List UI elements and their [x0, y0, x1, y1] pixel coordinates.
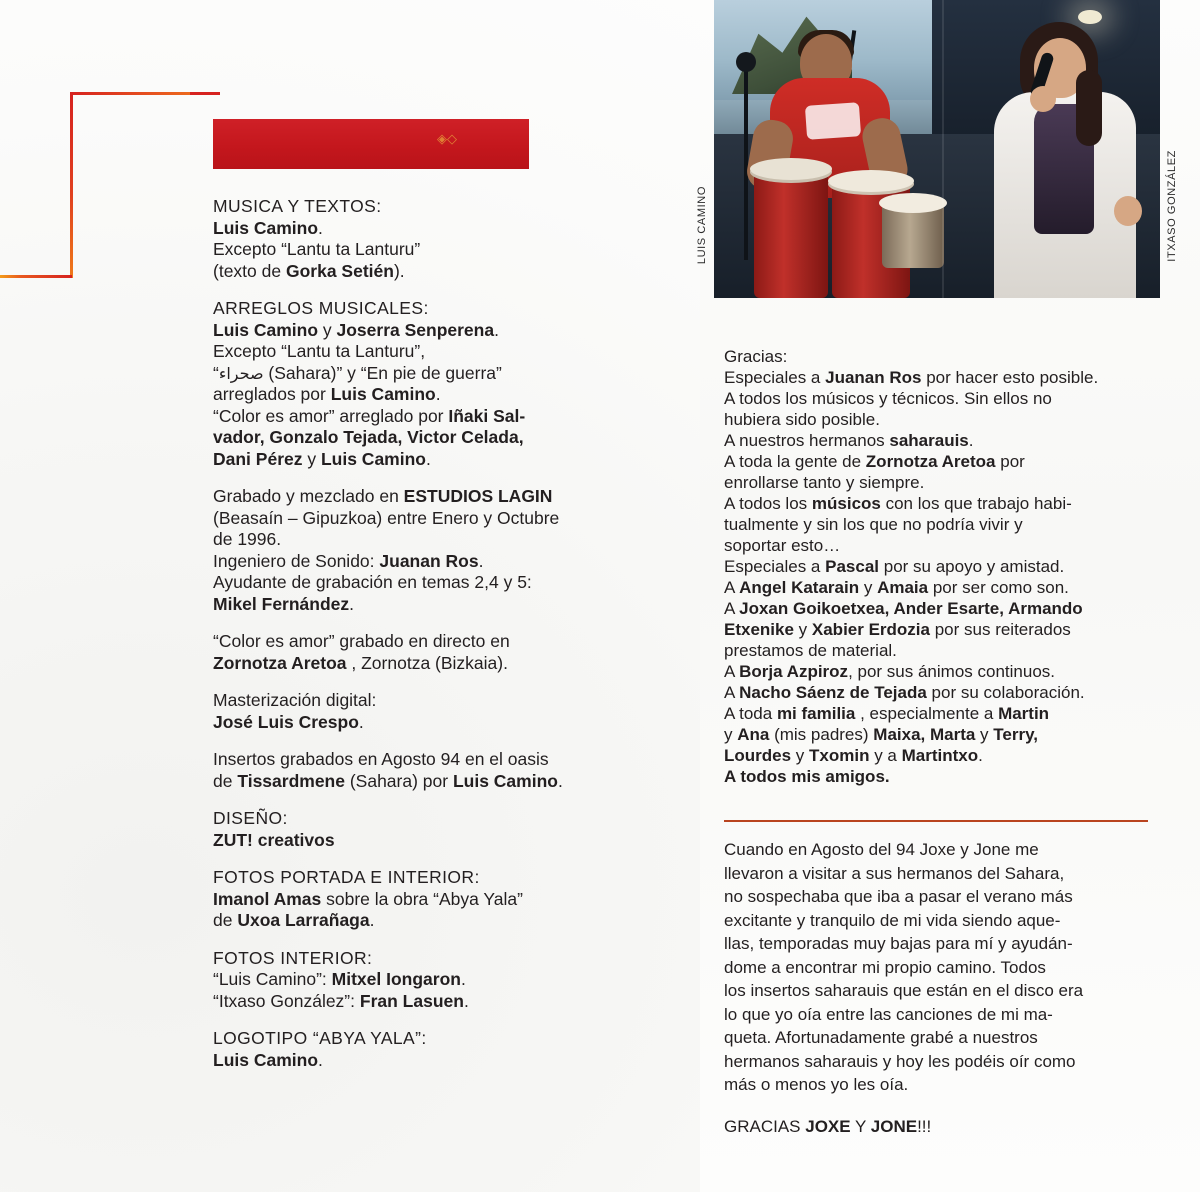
live-performance-photo	[714, 0, 1160, 298]
singer-hair-strand	[1076, 70, 1102, 146]
credit-line: de Uxoa Larrañaga.	[213, 910, 375, 930]
credit-line: Zornotza Aretoa , Zornotza (Bizkaia).	[213, 652, 508, 673]
credits-block-fotos-interior	[213, 948, 633, 1013]
credit-line: Mikel Fernández.	[213, 593, 355, 614]
photo-seam	[942, 0, 944, 298]
credits-block-insertos	[213, 749, 633, 792]
credit-line: José Luis Crespo.	[213, 711, 364, 732]
heading-musica-textos: MUSICA Y TEXTOS:	[213, 196, 382, 216]
story-line: hermanos saharauis y hoy les podéis oír como	[724, 1051, 1076, 1071]
credit-line: Ayudante de grabación en temas 2,4 y 5:	[213, 572, 532, 592]
credit-line: Luis Camino.	[213, 217, 323, 238]
credit-line: Luis Camino y Joserra Senperena.	[213, 319, 499, 340]
credit-line: “Itxaso González”: Fran Lasuen.	[213, 990, 469, 1011]
thanks-line: A toda la gente de Zornotza Aretoa por	[724, 452, 1025, 471]
credit-line: Ingeniero de Sonido: Juanan Ros.	[213, 550, 484, 571]
heading-diseno: DISEÑO:	[213, 808, 288, 828]
singer-hand-lower	[1114, 196, 1142, 226]
credit-line: Luis Camino.	[213, 1049, 323, 1070]
story-line: dome a encontrar mi propio camino. Todos	[724, 957, 1046, 977]
section-divider-rule	[724, 820, 1148, 822]
story-line: los insertos saharauis que están en el disco era	[724, 981, 1084, 1000]
credit-line: vador, Gonzalo Tejada, Victor Celada,	[213, 427, 524, 447]
credit-line: Dani Pérez y Luis Camino.	[213, 448, 431, 469]
heading-arreglos-musicales: ARREGLOS MUSICALES:	[213, 298, 429, 318]
credit-line: Imanol Amas sobre la obra “Abya Yala”	[213, 888, 523, 909]
thanks-line: A Nacho Sáenz de Tejada por su colaboración.	[724, 683, 1085, 702]
thanks-line: soportar esto…	[724, 536, 841, 555]
bracket-left-line	[70, 92, 73, 278]
story-line: llevaron a visitar a sus hermanos del Sahara,	[724, 863, 1065, 883]
final-thanks-line: GRACIAS JOXE Y JONE!!!	[724, 1116, 932, 1136]
credits-left-column	[213, 196, 633, 1071]
credit-line: “Color es amor” grabado en directo en	[213, 631, 510, 651]
bracket-bottom-line	[0, 275, 72, 278]
credit-line: ZUT! creativos	[213, 829, 335, 850]
bracket-stub-line	[190, 92, 220, 95]
credit-line: arreglados por Luis Camino.	[213, 384, 441, 404]
thanks-line: y Ana (mis padres) Maixa, Marta y Terry,	[724, 725, 1039, 744]
photo-stage-light	[1078, 10, 1102, 24]
thanks-line: A toda mi familia , especialmente a Martin	[724, 704, 1050, 723]
credits-block-diseno	[213, 808, 633, 851]
thanks-column	[724, 346, 1148, 787]
credit-line: “Color es amor” arreglado por Iñaki Sal-	[213, 405, 526, 426]
credits-block-fotos-portada	[213, 867, 633, 932]
story-line: llas, temporadas muy bajas para mí y ayudán-	[724, 934, 1073, 953]
credit-line: “Luis Camino”: Mitxel Iongaron.	[213, 969, 466, 989]
credits-block-arreglos	[213, 298, 633, 470]
bongo-drum	[882, 202, 944, 268]
story-line: no sospechaba que iba a pasar el verano más	[724, 887, 1073, 906]
thanks-line: A Borja Azpiroz, por sus ánimos continuos.	[724, 662, 1056, 681]
credit-line: Excepto “Lantu ta Lanturu”,	[213, 341, 426, 361]
credit-line: Masterización digital:	[213, 690, 377, 710]
photo-credit-right: ITXASO GONZÁLEZ	[1166, 150, 1178, 262]
credit-line: (Beasaín – Gipuzkoa) entre Enero y Octubre	[213, 507, 560, 528]
thanks-line: Etxenike y Xabier Erdozia por sus reiterados	[724, 620, 1071, 639]
credit-line: “صحراء (Sahara)” y “En pie de guerra”	[213, 362, 502, 383]
story-line: Cuando en Agosto del 94 Joxe y Jone me	[724, 840, 1039, 859]
thanks-heading: Gracias:	[724, 347, 788, 366]
photo-credit-left: LUIS CAMINO	[696, 186, 708, 265]
story-line: queta. Afortunadamente grabé a nuestros	[724, 1028, 1038, 1047]
red-banner	[213, 119, 529, 169]
decorative-bracket	[70, 92, 220, 278]
credits-block-grabacion	[213, 486, 633, 615]
shirt-graphic	[805, 102, 861, 140]
singer-hand	[1030, 86, 1056, 112]
thanks-line: enrollarse tanto y siempre.	[724, 473, 925, 492]
conga-drum-left	[754, 168, 828, 298]
thanks-line: hubiera sido posible.	[724, 410, 880, 429]
credit-line: Excepto “Lantu ta Lanturu”	[213, 239, 421, 259]
mic-stand-left	[744, 60, 748, 260]
thanks-line: Especiales a Juanan Ros por hacer esto posible.	[724, 368, 1099, 387]
story-line: más o menos yo les oía.	[724, 1075, 909, 1094]
credits-block-logotipo	[213, 1028, 633, 1071]
credit-line: (texto de Gorka Setién).	[213, 260, 405, 281]
credits-block-directo	[213, 631, 633, 674]
photo-panel	[714, 0, 1160, 298]
credit-line: de Tissardmene (Sahara) por Luis Camino.	[213, 770, 563, 791]
story-line: lo que yo oía entre las canciones de mi ma-	[724, 1004, 1053, 1024]
heading-logotipo: LOGOTIPO “ABYA YALA”:	[213, 1028, 427, 1048]
mic-head-left	[736, 52, 756, 72]
credit-line: Grabado y mezclado en ESTUDIOS LAGIN	[213, 486, 553, 506]
story-line: excitante y tranquilo de mi vida siendo aque-	[724, 910, 1061, 930]
thanks-line: A nuestros hermanos saharauis.	[724, 431, 974, 450]
thanks-line: Lourdes y Txomin y a Martintxo.	[724, 746, 983, 765]
thanks-line: Especiales a Pascal por su apoyo y amistad.	[724, 557, 1065, 576]
credit-line: Insertos grabados en Agosto 94 en el oasis	[213, 749, 549, 769]
credits-block-masterizacion	[213, 690, 633, 733]
thanks-line: A Angel Katarain y Amaia por ser como son.	[724, 578, 1069, 597]
thanks-line: A Joxan Goikoetxea, Ander Esarte, Armando	[724, 599, 1083, 618]
credit-line: de 1996.	[213, 529, 282, 549]
heading-fotos-interior: FOTOS INTERIOR:	[213, 947, 373, 968]
banner-glyph-icon: ◈◇	[437, 132, 457, 147]
thanks-line: tualmente y sin los que no podría vivir y	[724, 515, 1023, 534]
heading-fotos-portada: FOTOS PORTADA E INTERIOR:	[213, 867, 480, 887]
thanks-line: A todos los músicos con los que trabajo habi-	[724, 494, 1072, 513]
credits-block-musica-textos	[213, 196, 633, 282]
story-column	[724, 838, 1148, 1138]
thanks-line: A todos mis amigos.	[724, 767, 890, 786]
thanks-line: A todos los músicos y técnicos. Sin ellos no	[724, 389, 1052, 408]
thanks-line: prestamos de material.	[724, 641, 897, 660]
